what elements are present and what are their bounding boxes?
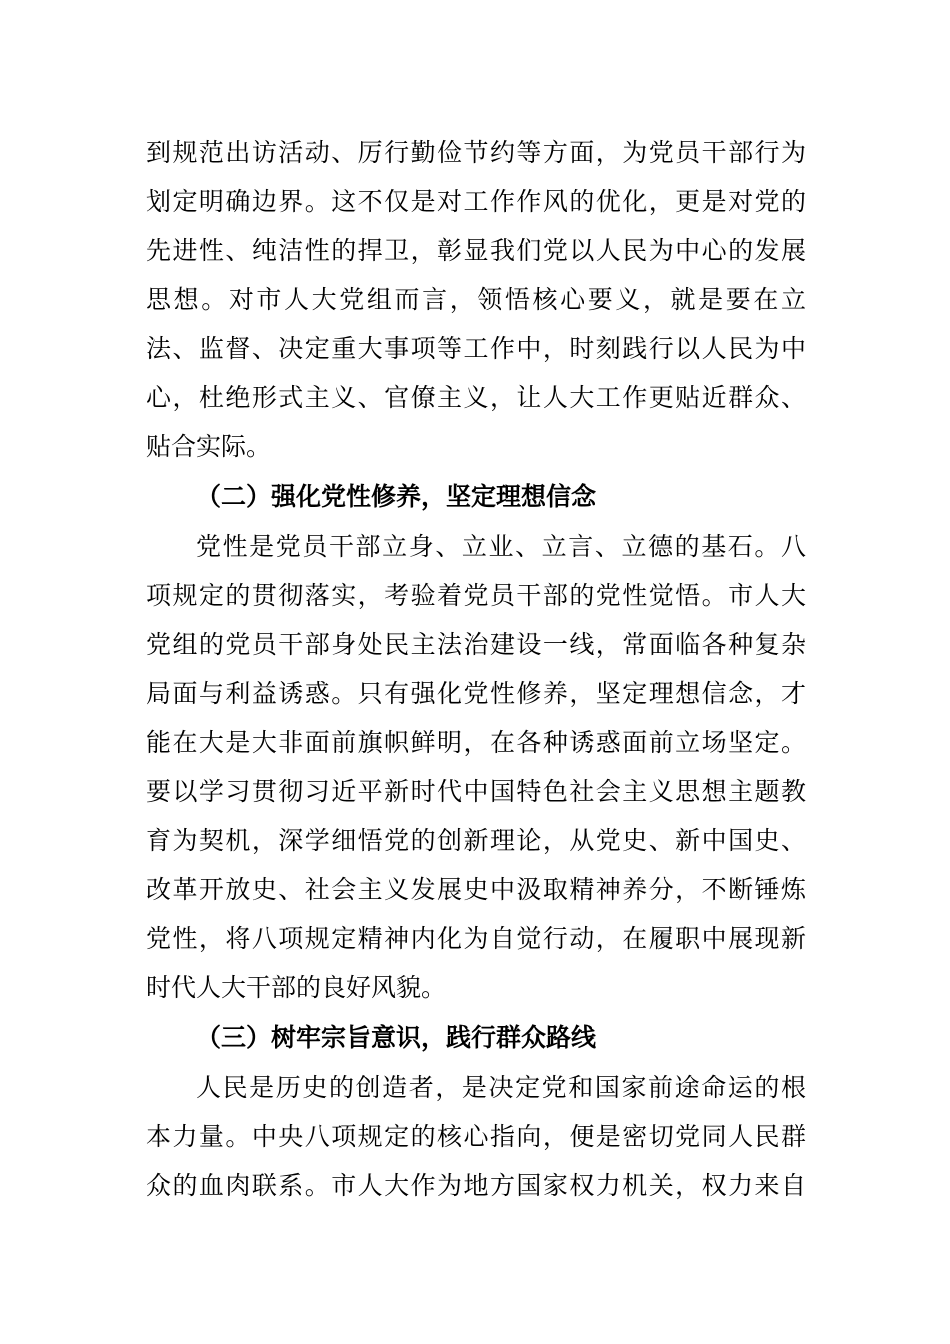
paragraph-line: 要以学习贯彻习近平新时代中国特色社会主义思想主题教 (146, 777, 806, 806)
paragraph-line: 人民是历史的创造者，是决定党和国家前途命运的根 (196, 1073, 806, 1102)
paragraph-line: 法、监督、决定重大事项等工作中，时刻践行以人民为中 (146, 334, 806, 363)
section-heading: （三）树牢宗旨意识，践行群众路线 (196, 1023, 597, 1052)
paragraph-line: 思想。对市人大党组而言，领悟核心要义，就是要在立 (146, 285, 806, 314)
paragraph-line: 党性是党员干部立身、立业、立言、立德的基石。八 (196, 532, 806, 561)
paragraph-line: 划定明确边界。这不仅是对工作作风的优化，更是对党的 (146, 187, 806, 216)
paragraph-line: 能在大是大非面前旗帜鲜明，在各种诱惑面前立场坚定。 (146, 728, 806, 757)
paragraph-line: 先进性、纯洁性的捍卫，彰显我们党以人民为中心的发展 (146, 236, 806, 265)
paragraph-line: 众的血肉联系。市人大作为地方国家权力机关，权力来自 (146, 1171, 806, 1200)
paragraph-line: 时代人大干部的良好风貌。 (146, 973, 447, 1002)
paragraph-line: 改革开放史、社会主义发展史中汲取精神养分，不断锤炼 (146, 875, 806, 904)
paragraph-line: 贴合实际。 (146, 432, 272, 461)
paragraph-line: 党性，将八项规定精神内化为自觉行动，在履职中展现新 (146, 924, 806, 953)
paragraph-line: 局面与利益诱惑。只有强化党性修养，坚定理想信念，才 (146, 679, 806, 708)
paragraph-line: 党组的党员干部身处民主法治建设一线，常面临各种复杂 (146, 630, 806, 659)
paragraph-line: 心，杜绝形式主义、官僚主义，让人大工作更贴近群众、 (146, 383, 806, 412)
paragraph-line: 育为契机，深学细悟党的创新理论，从党史、新中国史、 (146, 826, 806, 855)
paragraph-line: 到规范出访活动、厉行勤俭节约等方面，为党员干部行为 (146, 138, 806, 167)
paragraph-line: 项规定的贯彻落实，考验着党员干部的党性觉悟。市人大 (146, 581, 806, 610)
paragraph-line: 本力量。中央八项规定的核心指向，便是密切党同人民群 (146, 1122, 806, 1151)
section-heading: （二）强化党性修养，坚定理想信念 (196, 482, 597, 511)
